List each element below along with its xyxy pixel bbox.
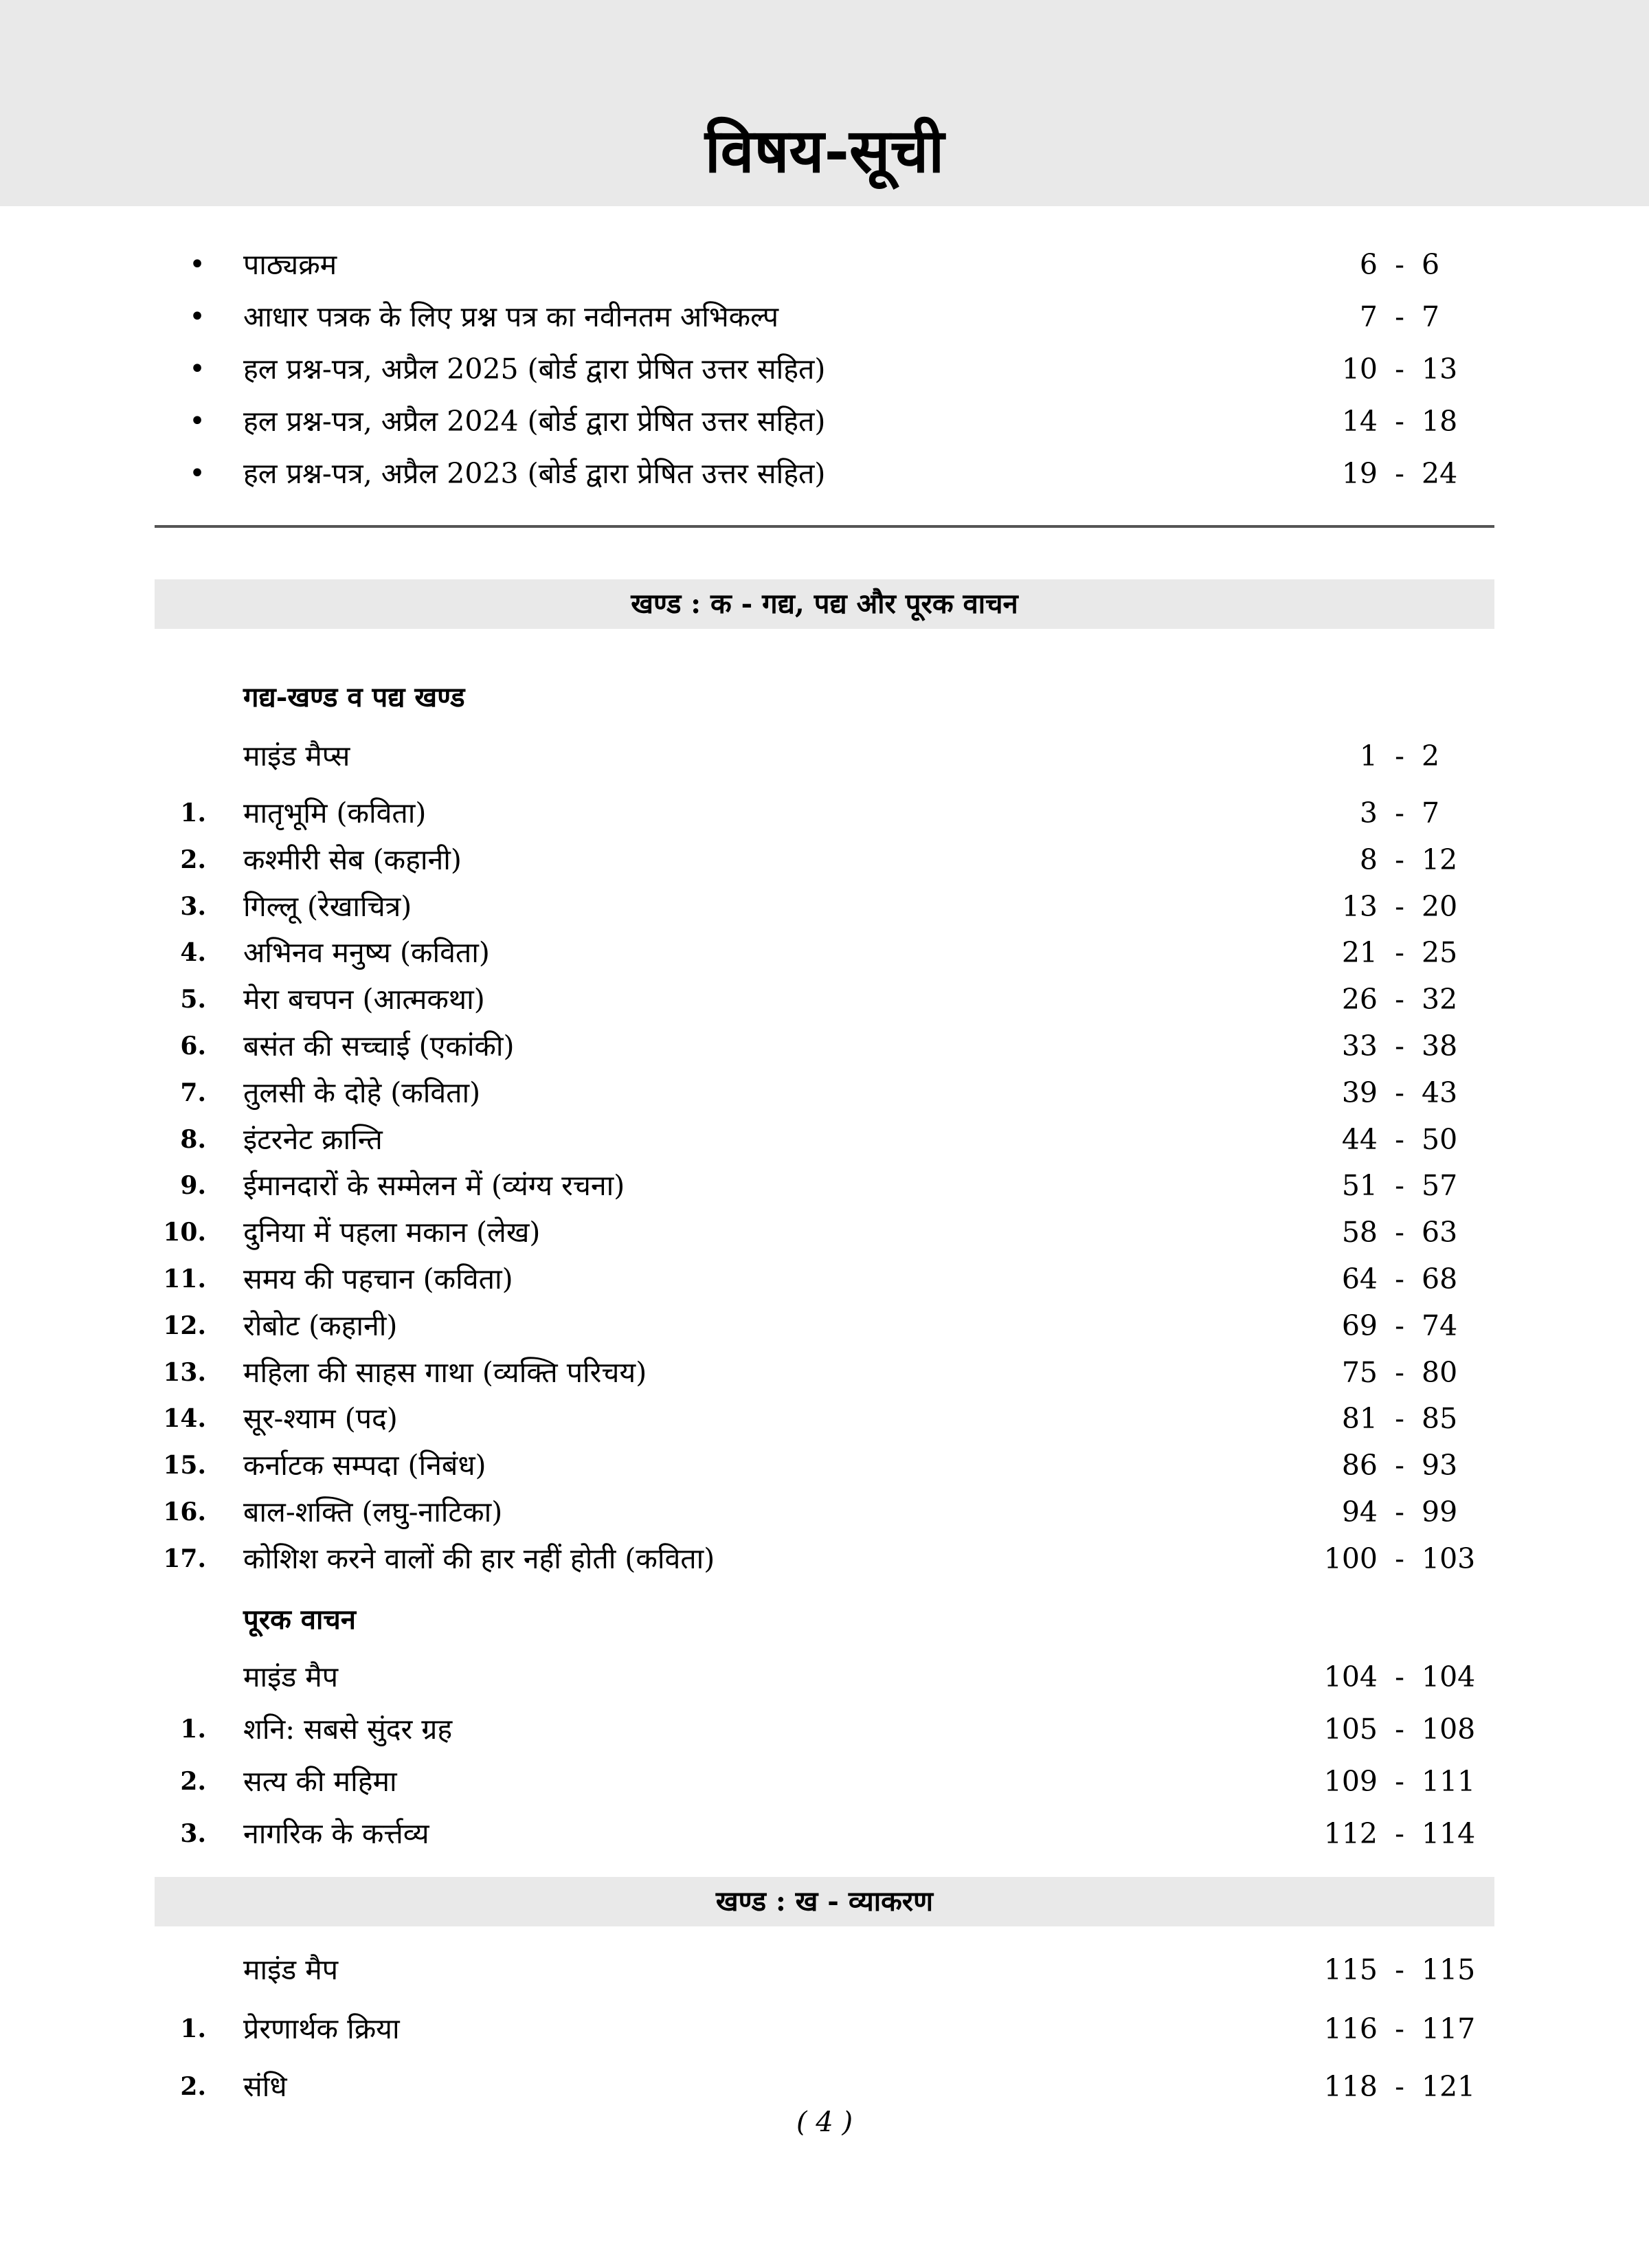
page-range-dash: - <box>1395 1817 1404 1850</box>
entry-number: 15. <box>163 1451 206 1480</box>
page-end: 117 <box>1422 2012 1476 2045</box>
page-end: 7 <box>1422 300 1440 333</box>
toc-entry[interactable] <box>0 1761 1649 1802</box>
toc-entry[interactable] <box>0 1352 1649 1393</box>
entry-title: अभिनव मनुष्य (कविता) <box>243 936 490 970</box>
entry-title: प्रेरणार्थक क्रिया <box>243 2012 400 2045</box>
toc-entry[interactable] <box>0 1398 1649 1439</box>
page-start: 100 <box>1323 1542 1378 1575</box>
page-range-dash: - <box>1395 1030 1404 1063</box>
toc-entry[interactable] <box>0 1445 1649 1486</box>
entry-number: 4. <box>180 938 206 968</box>
entry-title: कश्मीरी सेब (कहानी) <box>243 843 462 876</box>
page-start: 19 <box>1341 457 1378 490</box>
entry-number: 8. <box>180 1124 206 1154</box>
page-start: 104 <box>1323 1660 1378 1693</box>
entry-title: माइंड मैप <box>243 1953 339 1986</box>
page-title: विषय-सूची <box>704 115 945 186</box>
bullet-icon: • <box>189 301 205 333</box>
entry-title: रोबोट (कहानी) <box>243 1309 398 1342</box>
entry-title: माइंड मैप <box>243 1660 339 1693</box>
entry-number: 2. <box>180 2072 206 2101</box>
page-start: 75 <box>1341 1355 1378 1389</box>
entry-title: शनि: सबसे सुंदर ग्रह <box>243 1713 453 1746</box>
subsection-heading: गद्य-खण्ड व पद्य खण्ड <box>243 681 465 713</box>
entry-title: सूर-श्याम (पद) <box>243 1402 398 1436</box>
page-start: 115 <box>1323 1953 1378 1986</box>
page-end: 57 <box>1422 1169 1458 1203</box>
entry-title: बाल-शक्ति (लघु-नाटिका) <box>243 1496 503 1528</box>
page-end: 85 <box>1422 1402 1458 1436</box>
entry-number: 6. <box>180 1032 206 1060</box>
entry-title: कर्नाटक सम्पदा (निबंध) <box>243 1449 486 1482</box>
page-end: 111 <box>1422 1765 1476 1798</box>
page-range-dash: - <box>1395 1713 1404 1746</box>
page-start: 13 <box>1341 889 1378 923</box>
bullet-icon: • <box>189 353 205 385</box>
entry-title: मेरा बचपन (आत्मकथा) <box>243 983 485 1016</box>
page-end: 2 <box>1422 740 1440 772</box>
entry-title: हल प्रश्न-पत्र, अप्रैल 2023 (बोर्ड द्वारा प्रेषित उत्तर सहित) <box>243 457 826 490</box>
toc-entry[interactable] <box>0 1119 1649 1160</box>
page-start: 86 <box>1341 1449 1378 1482</box>
page-start: 116 <box>1323 2012 1378 2045</box>
page-range-dash: - <box>1395 1355 1404 1389</box>
entry-number: 3. <box>180 1819 206 1848</box>
entry-number: 9. <box>180 1171 206 1201</box>
toc-entry[interactable] <box>0 1305 1649 1346</box>
bullet-icon: • <box>189 458 205 489</box>
subsection-heading: पूरक वाचन <box>243 1603 356 1636</box>
entry-title: इंटरनेट क्रान्ति <box>243 1122 383 1156</box>
entry-title: संधि <box>243 2070 287 2103</box>
page-start: 7 <box>1359 300 1378 333</box>
entry-number: 10. <box>163 1218 206 1247</box>
toc-entry[interactable] <box>0 1709 1649 1750</box>
page-start: 64 <box>1341 1263 1378 1296</box>
page-range-dash: - <box>1395 1402 1404 1436</box>
toc-entry[interactable] <box>0 735 1649 777</box>
page-end: 80 <box>1422 1355 1458 1389</box>
page-range-dash: - <box>1395 1765 1404 1798</box>
page-end: 38 <box>1422 1030 1458 1063</box>
page-range-dash: - <box>1395 405 1404 438</box>
page-end: 24 <box>1422 457 1458 490</box>
page-range-dash: - <box>1395 1660 1404 1693</box>
page-end: 18 <box>1422 405 1458 438</box>
page-start: 3 <box>1359 797 1378 830</box>
entry-title: बसंत की सच्चाई (एकांकी) <box>243 1030 515 1063</box>
page-start: 109 <box>1323 1765 1378 1798</box>
page-end: 104 <box>1422 1660 1476 1693</box>
page-range-dash: - <box>1395 248 1404 281</box>
page-start: 6 <box>1359 248 1378 281</box>
toc-entry[interactable] <box>0 348 1649 390</box>
toc-entry[interactable] <box>0 244 1649 285</box>
entry-title: नागरिक के कर्त्तव्य <box>243 1817 429 1850</box>
entry-number: 1. <box>180 2014 206 2043</box>
entry-number: 2. <box>180 1767 206 1796</box>
page-range-dash: - <box>1395 1076 1404 1109</box>
toc-entry[interactable] <box>0 1165 1649 1206</box>
entry-title: हल प्रश्न-पत्र, अप्रैल 2024 (बोर्ड द्वारा प्रेषित उत्तर सहित) <box>243 405 826 438</box>
page-range-dash: - <box>1395 353 1404 386</box>
page-end: 99 <box>1422 1496 1458 1528</box>
page-range-dash: - <box>1395 1216 1404 1249</box>
page-start: 33 <box>1341 1030 1378 1063</box>
entry-title: ईमानदारों के सम्मेलन में (व्यंग्य रचना) <box>243 1169 625 1203</box>
toc-entry[interactable] <box>0 1212 1649 1253</box>
separator-rule <box>155 525 1494 528</box>
page-end: 93 <box>1422 1449 1458 1482</box>
page-range-dash: - <box>1395 300 1404 333</box>
page-end: 121 <box>1422 2070 1476 2103</box>
section-heading: खण्ड : क - गद्य, पद्य और पूरक वाचन <box>155 579 1494 629</box>
toc-entry[interactable] <box>0 453 1649 494</box>
entry-number: 13. <box>163 1357 206 1387</box>
bullet-icon: • <box>189 249 205 280</box>
page-end: 12 <box>1422 843 1458 876</box>
page-start: 14 <box>1341 405 1378 438</box>
page-start: 1 <box>1359 740 1378 772</box>
toc-entry[interactable] <box>0 1813 1649 1854</box>
entry-number: 1. <box>180 799 206 827</box>
page-range-dash: - <box>1395 740 1404 772</box>
toc-entry[interactable] <box>0 839 1649 880</box>
entry-number: 12. <box>163 1311 206 1340</box>
page-range-dash: - <box>1395 936 1404 970</box>
page-range-dash: - <box>1395 457 1404 490</box>
toc-entry[interactable] <box>0 1538 1649 1579</box>
page-end: 50 <box>1422 1122 1458 1156</box>
entry-number: 17. <box>163 1544 206 1573</box>
toc-entry[interactable] <box>0 1025 1649 1067</box>
page-range-dash: - <box>1395 2070 1404 2103</box>
toc-entry[interactable] <box>0 1072 1649 1113</box>
page-end: 74 <box>1422 1309 1458 1342</box>
entry-number: 14. <box>163 1404 206 1434</box>
entry-title: माइंड मैप्स <box>243 740 350 772</box>
page-start: 51 <box>1341 1169 1378 1203</box>
entry-title: समय की पहचान (कविता) <box>243 1263 513 1296</box>
entry-title: सत्य की महिमा <box>243 1765 397 1798</box>
page-start: 118 <box>1323 2070 1378 2103</box>
page-range-dash: - <box>1395 1449 1404 1482</box>
page-end: 114 <box>1422 1817 1476 1850</box>
page-start: 21 <box>1341 936 1378 970</box>
bullet-icon: • <box>189 405 205 437</box>
toc-entry[interactable] <box>0 1491 1649 1533</box>
toc-entry[interactable] <box>0 2066 1649 2107</box>
page-range-dash: - <box>1395 1542 1404 1575</box>
page-range-dash: - <box>1395 1169 1404 1203</box>
section-heading: खण्ड : ख - व्याकरण <box>155 1877 1494 1926</box>
toc-entry[interactable] <box>0 979 1649 1020</box>
toc-entry[interactable] <box>0 401 1649 442</box>
page-start: 10 <box>1341 353 1378 386</box>
toc-entry[interactable] <box>0 792 1649 834</box>
page-start: 81 <box>1341 1402 1378 1436</box>
entry-title: मातृभूमि (कविता) <box>243 797 427 830</box>
page-end: 6 <box>1422 248 1440 281</box>
page-range-dash: - <box>1395 1953 1404 1986</box>
page-start: 94 <box>1341 1496 1378 1528</box>
page-end: 32 <box>1422 983 1458 1016</box>
page-range-dash: - <box>1395 1122 1404 1156</box>
entry-number: 16. <box>163 1498 206 1526</box>
entry-title: गिल्लू (रेखाचित्र) <box>243 889 412 923</box>
page-range-dash: - <box>1395 2012 1404 2045</box>
toc-entry[interactable] <box>0 1949 1649 1990</box>
page-start: 112 <box>1323 1817 1378 1850</box>
page-end: 68 <box>1422 1263 1458 1296</box>
entry-title: महिला की साहस गाथा (व्यक्ति परिचय) <box>243 1355 647 1389</box>
page-end: 20 <box>1422 889 1458 923</box>
toc-entry[interactable] <box>0 2008 1649 2049</box>
entry-number: 7. <box>180 1078 206 1107</box>
entry-title: पाठ्यक्रम <box>243 248 337 281</box>
entry-number: 1. <box>180 1715 206 1744</box>
entry-title: आधार पत्रक के लिए प्रश्न पत्र का नवीनतम अभिकल्प <box>243 300 779 333</box>
page-start: 44 <box>1341 1122 1378 1156</box>
page-start: 8 <box>1359 843 1378 876</box>
entry-number: 3. <box>180 891 206 921</box>
page-start: 58 <box>1341 1216 1378 1249</box>
page-range-dash: - <box>1395 889 1404 923</box>
page-end: 63 <box>1422 1216 1458 1249</box>
toc-entry[interactable] <box>0 932 1649 973</box>
page-end: 25 <box>1422 936 1458 970</box>
page-end: 115 <box>1422 1953 1476 1986</box>
page-range-dash: - <box>1395 797 1404 830</box>
page-start: 39 <box>1341 1076 1378 1109</box>
page-range-dash: - <box>1395 843 1404 876</box>
page-end: 13 <box>1422 353 1458 386</box>
page-end: 108 <box>1422 1713 1476 1746</box>
entry-title: हल प्रश्न-पत्र, अप्रैल 2025 (बोर्ड द्वारा प्रेषित उत्तर सहित) <box>243 353 826 386</box>
toc-entry[interactable] <box>0 1258 1649 1300</box>
entry-number: 2. <box>180 845 206 874</box>
entry-title: कोशिश करने वालों की हार नहीं होती (कविता) <box>243 1542 715 1575</box>
page-range-dash: - <box>1395 1496 1404 1528</box>
page-start: 69 <box>1341 1309 1378 1342</box>
page-range-dash: - <box>1395 983 1404 1016</box>
entry-title: दुनिया में पहला मकान (लेख) <box>243 1216 541 1249</box>
entry-title: तुलसी के दोहे (कविता) <box>243 1076 481 1109</box>
toc-entry[interactable] <box>0 886 1649 927</box>
toc-entry[interactable] <box>0 296 1649 337</box>
entry-number: 11. <box>163 1265 206 1293</box>
page-start: 26 <box>1341 983 1378 1016</box>
toc-entry[interactable] <box>0 1656 1649 1698</box>
page-number: ( 4 ) <box>796 2106 853 2138</box>
page-range-dash: - <box>1395 1263 1404 1296</box>
page-end: 103 <box>1422 1542 1476 1575</box>
page-range-dash: - <box>1395 1309 1404 1342</box>
page-start: 105 <box>1323 1713 1378 1746</box>
entry-number: 5. <box>180 985 206 1014</box>
page-end: 43 <box>1422 1076 1458 1109</box>
page-end: 7 <box>1422 797 1440 830</box>
